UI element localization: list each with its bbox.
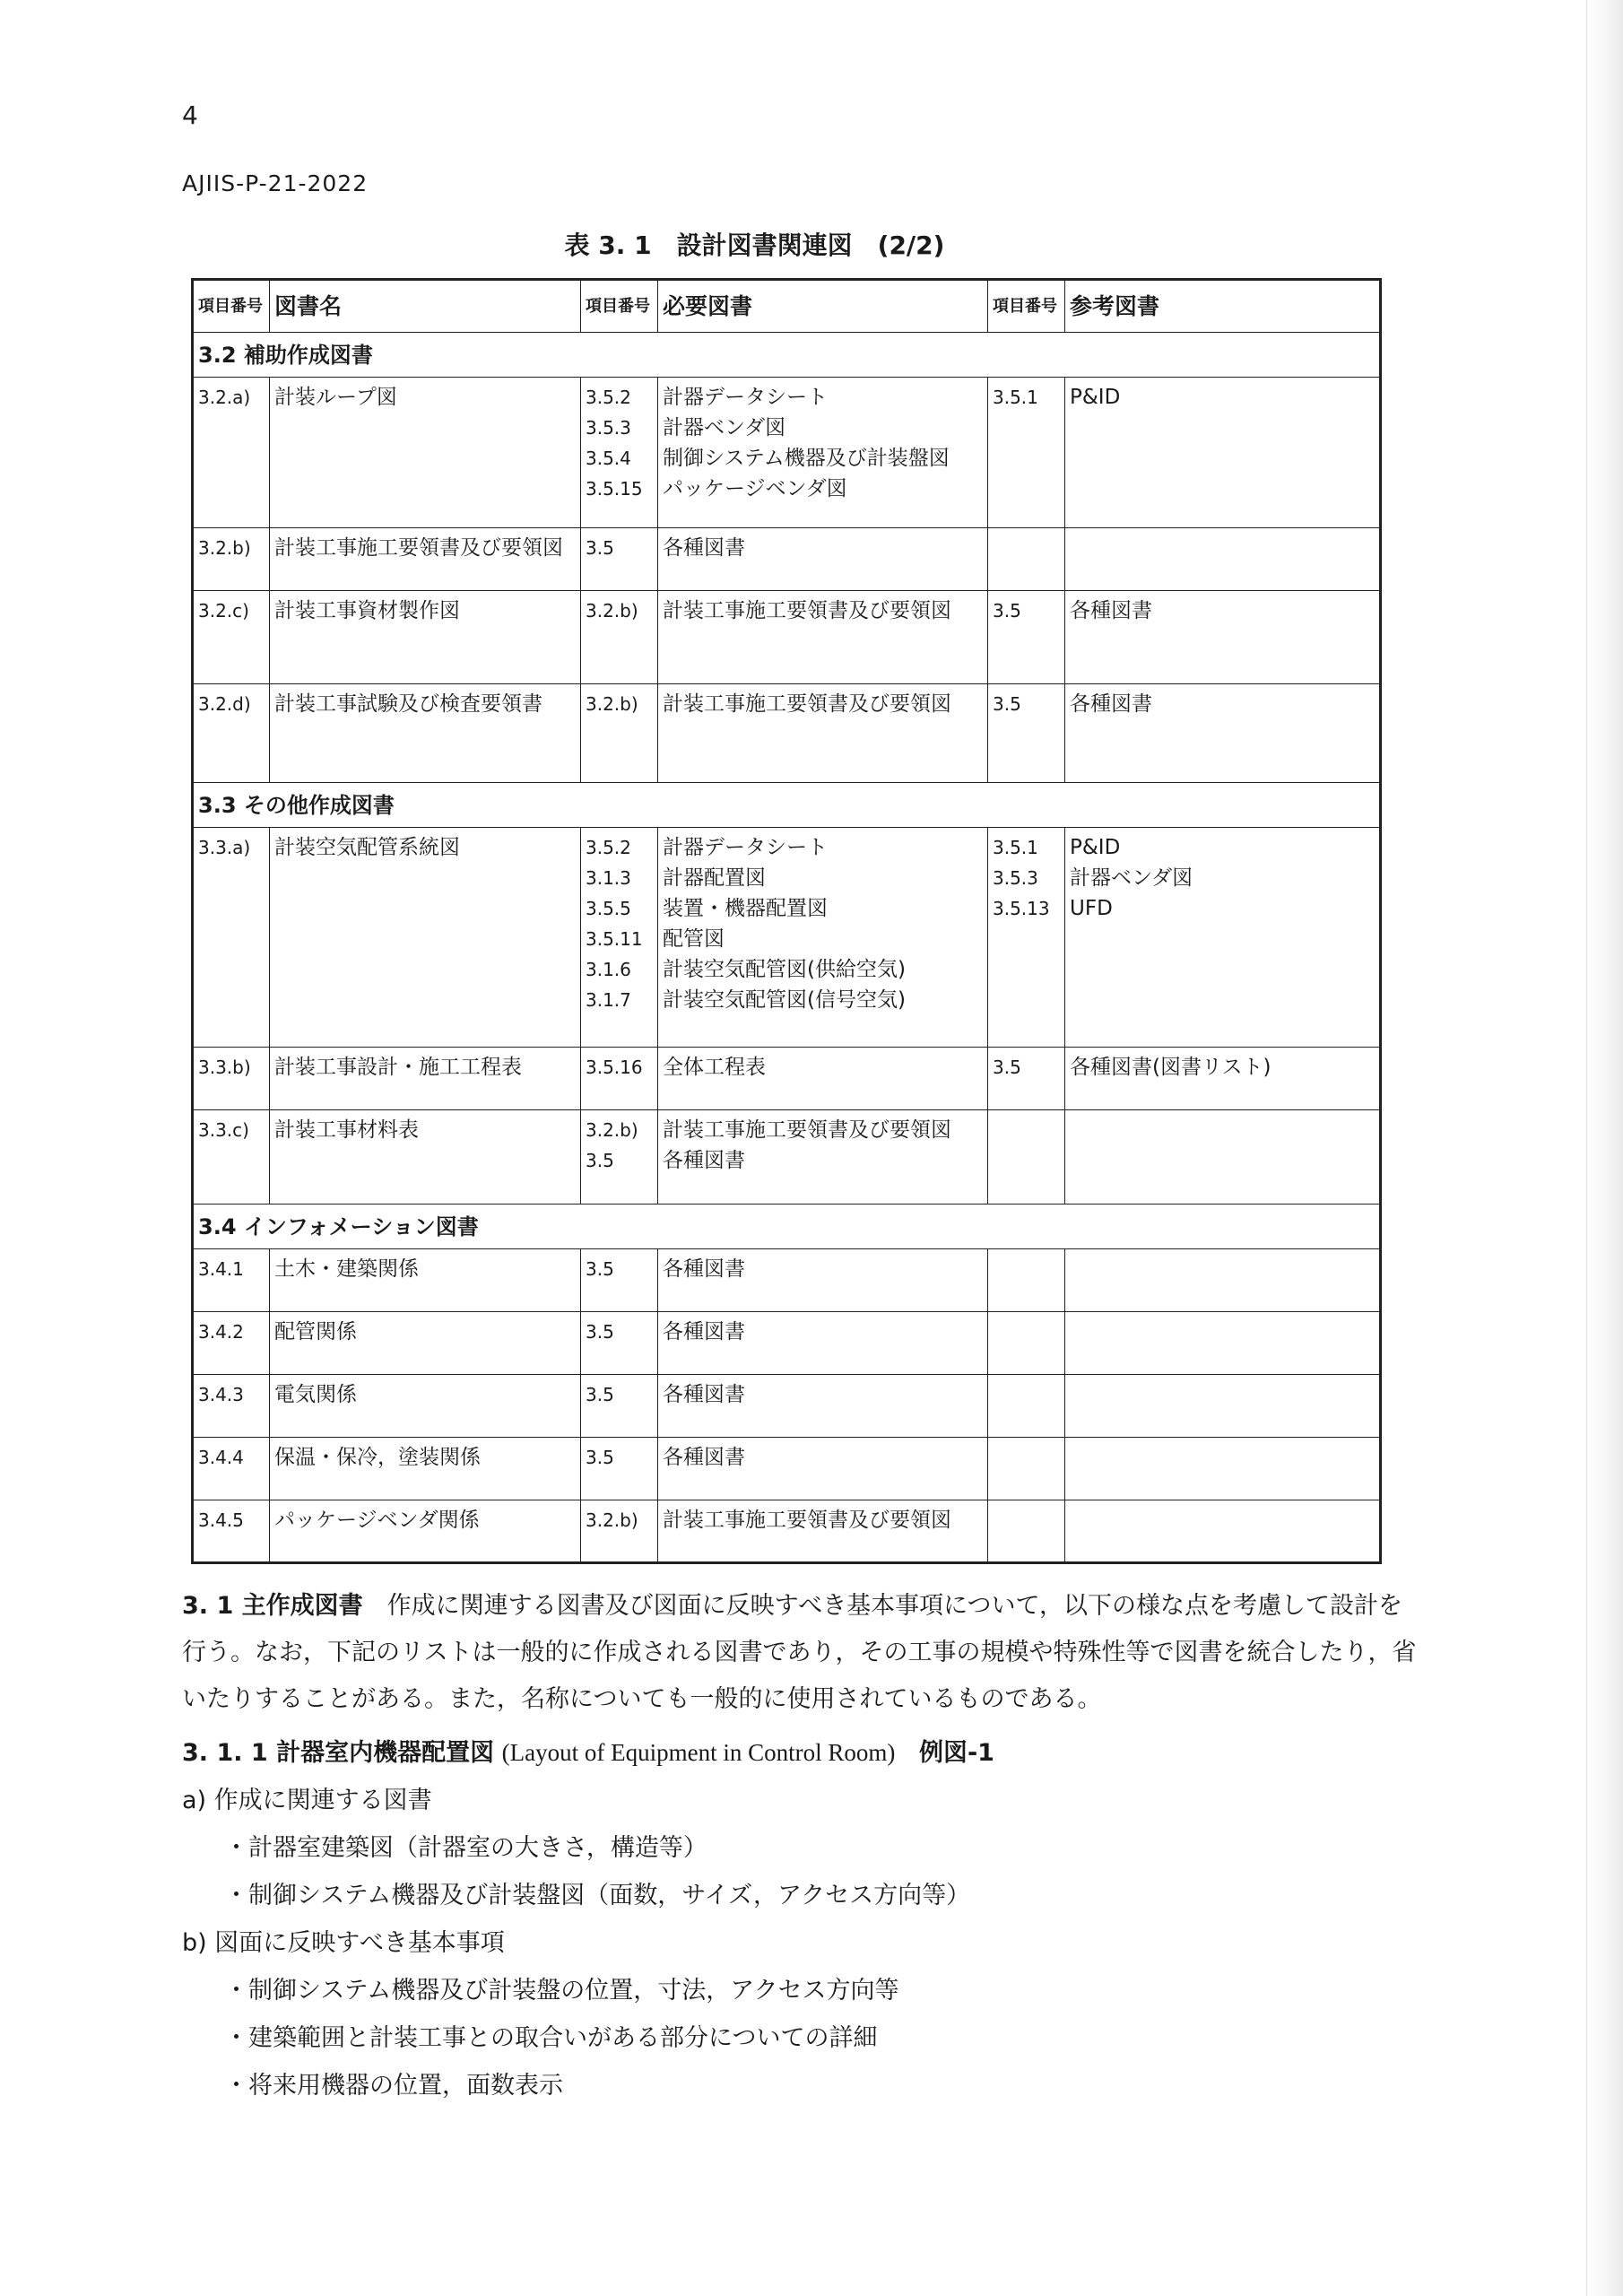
required-documents-cell-line: 計装工事施工要領書及び要領図 xyxy=(663,1118,951,1142)
table-title: 表 3. 1 設計図書関連図 (2/2) xyxy=(564,230,945,260)
reference-documents-cell xyxy=(1065,1110,1381,1205)
required-number-cell-line: 3.2.b) xyxy=(586,1119,638,1141)
header-document-name: 図書名 xyxy=(270,280,581,333)
required-number-cell xyxy=(581,1500,658,1563)
reference-number-cell xyxy=(988,684,1065,783)
reference-number-cell xyxy=(988,1312,1065,1375)
required-number-cell-line: 3.5 xyxy=(586,537,614,559)
required-documents-cell-line: 計器配置図 xyxy=(663,866,766,890)
required-documents-cell-line: 全体工程表 xyxy=(663,1056,766,1079)
reference-documents-cell xyxy=(1065,1048,1381,1110)
table-row xyxy=(193,1438,1381,1500)
required-number-cell xyxy=(581,1048,658,1110)
required-number-cell-line: 3.5.3 xyxy=(586,417,631,439)
table-row xyxy=(193,828,1381,1048)
document-name-cell: 保温・保冷，塗装関係 xyxy=(270,1438,581,1500)
table-row xyxy=(193,1375,1381,1438)
section-3-1-1-heading-line xyxy=(182,1733,994,1768)
required-documents-cell-line: 計器データシート xyxy=(663,386,828,409)
required-documents-cell xyxy=(658,1249,988,1312)
reference-documents-cell xyxy=(1065,1438,1381,1500)
reference-documents-cell xyxy=(1065,528,1381,591)
design-documents-table xyxy=(191,278,1382,1564)
reference-number-cell xyxy=(988,378,1065,528)
required-number-cell-line: 3.1.7 xyxy=(586,989,631,1011)
table-row xyxy=(193,1312,1381,1375)
item-a-bullet: ・計器室建築図（計器室の大きさ，構造等） xyxy=(224,1834,707,1862)
section-3-1-text: 作成に関連する図書及び図面に反映すべき基本事項について，以下の様な点を考慮して設計を行う。なお，下記のリストは一般的に作成される図書であり，その工事の規模や特殊性等で図書を統合したり，省いたりすることがある。また，名称についても一般的に使用されているものである。 xyxy=(182,1592,1417,1713)
table-row xyxy=(193,528,1381,591)
required-number-cell-line: 3.5.4 xyxy=(586,448,631,469)
required-documents-cell xyxy=(658,1438,988,1500)
required-documents-cell-line: 計装工事施工要領書及び要領図 xyxy=(663,599,951,622)
reference-documents-cell-line: UFD xyxy=(1070,897,1113,920)
item-number-cell: 3.2.c) xyxy=(193,591,270,684)
item-number-cell: 3.3.b) xyxy=(193,1048,270,1110)
reference-number-cell xyxy=(988,591,1065,684)
required-documents-cell-line: 配管図 xyxy=(663,927,725,951)
reference-number-cell-line: 3.5.1 xyxy=(993,837,1038,858)
required-documents-cell-line: 各種図書 xyxy=(663,1149,745,1172)
section-3-1-1-example: 例図-1 xyxy=(918,1739,994,1767)
required-documents-cell xyxy=(658,1375,988,1438)
document-name-cell: 計装空気配管系統図 xyxy=(270,828,581,1048)
reference-number-cell xyxy=(988,1375,1065,1438)
reference-number-cell xyxy=(988,1438,1065,1500)
document-code: AJIIS-P-21-2022 xyxy=(182,170,369,196)
required-number-cell-line: 3.1.6 xyxy=(586,959,631,980)
table-row xyxy=(193,591,1381,684)
required-number-cell-line: 3.5.2 xyxy=(586,387,631,408)
reference-number-cell xyxy=(988,1110,1065,1205)
required-documents-cell xyxy=(658,528,988,591)
reference-number-cell-line: 3.5 xyxy=(993,1057,1021,1078)
required-number-cell xyxy=(581,378,658,528)
item-number-cell: 3.2.d) xyxy=(193,684,270,783)
required-number-cell-line: 3.2.b) xyxy=(586,600,638,622)
document-name-cell: 計装ループ図 xyxy=(270,378,581,528)
reference-documents-cell xyxy=(1065,1312,1381,1375)
reference-documents-cell xyxy=(1065,1249,1381,1312)
required-documents-cell xyxy=(658,1110,988,1205)
required-number-cell-line: 3.5 xyxy=(586,1384,614,1405)
table-row xyxy=(193,1500,1381,1563)
section-title: 3.2 補助作成図書 xyxy=(193,333,1381,378)
required-number-cell-line: 3.2.b) xyxy=(586,693,638,715)
item-number-cell: 3.4.4 xyxy=(193,1438,270,1500)
reference-documents-cell-line: 各種図書 xyxy=(1070,599,1152,622)
table-row xyxy=(193,1249,1381,1312)
section-row xyxy=(193,1205,1381,1249)
required-documents-cell xyxy=(658,378,988,528)
header-required-number: 項目番号 xyxy=(581,280,658,333)
document-name-cell: 電気関係 xyxy=(270,1375,581,1438)
reference-documents-cell-line: P&ID xyxy=(1070,836,1121,859)
page-edge-shadow xyxy=(1586,0,1623,2296)
item-b-bullet: ・制御システム機器及び計装盤の位置，寸法，アクセス方向等 xyxy=(224,1977,899,2005)
document-name-cell: 計装工事設計・施工工程表 xyxy=(270,1048,581,1110)
reference-number-cell xyxy=(988,528,1065,591)
section-row xyxy=(193,333,1381,378)
required-documents-cell xyxy=(658,1312,988,1375)
table-header-row xyxy=(193,280,1381,333)
required-number-cell-line: 3.2.b) xyxy=(586,1509,638,1531)
item-number-cell: 3.4.5 xyxy=(193,1500,270,1563)
required-number-cell xyxy=(581,1375,658,1438)
required-number-cell-line: 3.5 xyxy=(586,1258,614,1280)
reference-documents-cell-line: P&ID xyxy=(1070,386,1121,409)
required-number-cell-line: 3.1.3 xyxy=(586,867,631,889)
required-number-cell-line: 3.5 xyxy=(586,1447,614,1468)
required-documents-cell-line: 計装空気配管図(信号空気) xyxy=(663,988,906,1012)
reference-documents-cell xyxy=(1065,828,1381,1048)
reference-documents-cell-line: 各種図書 xyxy=(1070,692,1152,716)
section-title: 3.3 その他作成図書 xyxy=(193,783,1381,828)
required-number-cell xyxy=(581,1110,658,1205)
reference-documents-cell xyxy=(1065,591,1381,684)
section-3-1-paragraph xyxy=(182,1583,1419,1723)
required-documents-cell-line: 制御システム機器及び計装盤図 xyxy=(663,447,950,470)
required-documents-cell xyxy=(658,1500,988,1563)
section-3-1-1-english: (Layout of Equipment in Control Room) xyxy=(501,1739,896,1766)
item-number-cell: 3.4.1 xyxy=(193,1249,270,1312)
required-number-cell xyxy=(581,591,658,684)
header-required-documents: 必要図書 xyxy=(658,280,988,333)
table-row xyxy=(193,378,1381,528)
required-number-cell xyxy=(581,684,658,783)
required-documents-cell-line: 各種図書 xyxy=(663,1257,745,1281)
required-documents-cell-line: 計装工事施工要領書及び要領図 xyxy=(663,1509,951,1532)
required-documents-cell-line: 各種図書 xyxy=(663,1383,745,1406)
item-a-bullet: ・制御システム機器及び計装盤図（面数，サイズ，アクセス方向等） xyxy=(224,1882,971,1909)
required-number-cell xyxy=(581,528,658,591)
document-name-cell: 配管関係 xyxy=(270,1312,581,1375)
required-number-cell xyxy=(581,1312,658,1375)
item-b-bullet: ・将来用機器の位置，面数表示 xyxy=(224,2072,563,2100)
required-documents-cell-line: 計器ベンダ図 xyxy=(663,416,786,439)
required-documents-cell xyxy=(658,1048,988,1110)
document-name-cell: 計装工事資材製作図 xyxy=(270,591,581,684)
document-name-cell: 土木・建築関係 xyxy=(270,1249,581,1312)
item-b-heading: b) 図面に反映すべき基本事項 xyxy=(182,1929,505,1957)
required-documents-cell-line: 計器データシート xyxy=(663,836,828,859)
reference-number-cell xyxy=(988,1249,1065,1312)
item-number-cell: 3.4.3 xyxy=(193,1375,270,1438)
reference-number-cell-line: 3.5 xyxy=(993,693,1021,715)
document-name-cell: パッケージベンダ関係 xyxy=(270,1500,581,1563)
required-number-cell-line: 3.5.16 xyxy=(586,1057,643,1078)
item-number-cell: 3.3.a) xyxy=(193,828,270,1048)
reference-number-cell-line: 3.5 xyxy=(993,600,1021,622)
reference-documents-cell xyxy=(1065,684,1381,783)
required-number-cell-line: 3.5.15 xyxy=(586,478,643,500)
required-number-cell-line: 3.5.5 xyxy=(586,898,631,919)
item-number-cell: 3.4.2 xyxy=(193,1312,270,1375)
item-b-bullet: ・建築範囲と計装工事との取合いがある部分についての詳細 xyxy=(224,2024,878,2052)
required-documents-cell-line: パッケージベンダ図 xyxy=(663,477,847,500)
reference-number-cell xyxy=(988,1048,1065,1110)
required-number-cell-line: 3.5.2 xyxy=(586,837,631,858)
required-documents-cell-line: 装置・機器配置図 xyxy=(663,897,828,920)
required-number-cell-line: 3.5 xyxy=(586,1150,614,1171)
reference-documents-cell-line: 計器ベンダ図 xyxy=(1070,866,1193,890)
table-row xyxy=(193,684,1381,783)
section-3-1-heading: 3. 1 主作成図書 xyxy=(182,1592,363,1620)
item-a-heading: a) 作成に関連する図書 xyxy=(182,1787,432,1814)
reference-number-cell-line: 3.5.1 xyxy=(993,387,1038,408)
reference-documents-cell-line: 各種図書(図書リスト) xyxy=(1070,1056,1271,1079)
required-number-cell-line: 3.5.11 xyxy=(586,928,643,950)
section-title: 3.4 インフォメーション図書 xyxy=(193,1205,1381,1249)
header-reference-number: 項目番号 xyxy=(988,280,1065,333)
reference-documents-cell xyxy=(1065,1375,1381,1438)
reference-documents-cell xyxy=(1065,1500,1381,1563)
reference-number-cell-line: 3.5.13 xyxy=(993,898,1050,919)
required-documents-cell-line: 計装空気配管図(供給空気) xyxy=(663,958,906,981)
required-number-cell xyxy=(581,1438,658,1500)
required-documents-cell-line: 各種図書 xyxy=(663,1446,745,1469)
required-documents-cell-line: 各種図書 xyxy=(663,536,745,560)
section-3-1-1-heading: 3. 1. 1 計器室内機器配置図 xyxy=(182,1739,495,1767)
reference-number-cell xyxy=(988,1500,1065,1563)
section-row xyxy=(193,783,1381,828)
required-documents-cell-line: 各種図書 xyxy=(663,1320,745,1344)
header-reference-documents: 参考図書 xyxy=(1065,280,1381,333)
required-documents-cell xyxy=(658,828,988,1048)
reference-documents-cell xyxy=(1065,378,1381,528)
header-item-number: 項目番号 xyxy=(193,280,270,333)
item-number-cell: 3.3.c) xyxy=(193,1110,270,1205)
page-number: 4 xyxy=(182,100,198,130)
reference-number-cell xyxy=(988,828,1065,1048)
required-number-cell-line: 3.5 xyxy=(586,1321,614,1343)
reference-number-cell-line: 3.5.3 xyxy=(993,867,1038,889)
required-number-cell xyxy=(581,828,658,1048)
table-row xyxy=(193,1110,1381,1205)
required-documents-cell xyxy=(658,684,988,783)
item-number-cell: 3.2.b) xyxy=(193,528,270,591)
document-name-cell: 計装工事試験及び検査要領書 xyxy=(270,684,581,783)
document-name-cell: 計装工事施工要領書及び要領図 xyxy=(270,528,581,591)
table-row xyxy=(193,1048,1381,1110)
required-documents-cell-line: 計装工事施工要領書及び要領図 xyxy=(663,692,951,716)
required-number-cell xyxy=(581,1249,658,1312)
required-documents-cell xyxy=(658,591,988,684)
document-name-cell: 計装工事材料表 xyxy=(270,1110,581,1205)
item-number-cell: 3.2.a) xyxy=(193,378,270,528)
